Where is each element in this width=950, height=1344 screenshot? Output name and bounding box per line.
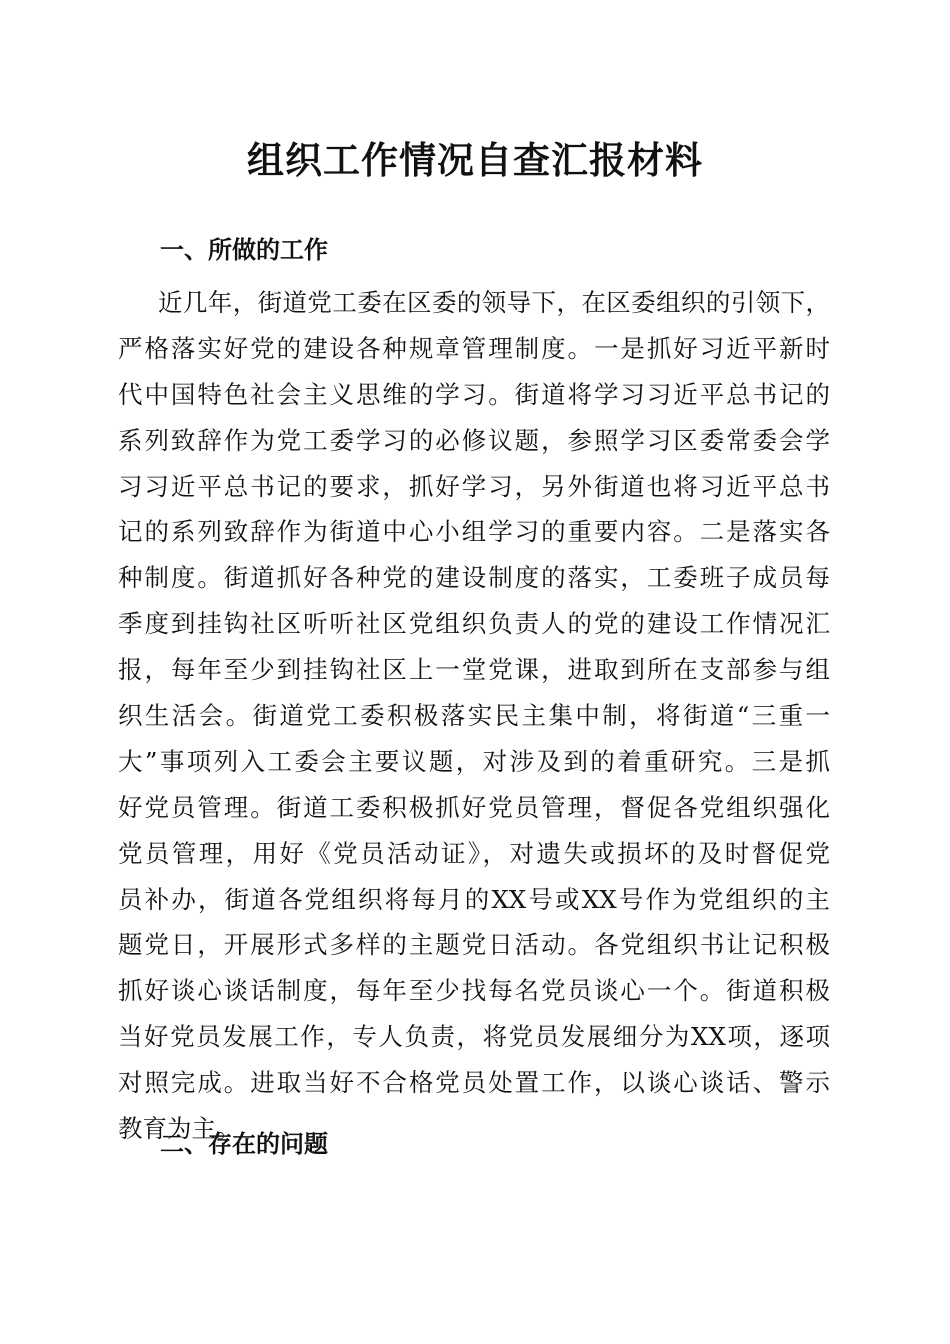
section-heading-work-done: 一、所做的工作 (160, 236, 328, 264)
paragraph-line: 种制度。街道抓好各种党的建设制度的落实，工委班子成员每 (118, 563, 830, 593)
paragraph-line: 近几年，街道党工委在区委的领导下，在区委组织的引领下， (158, 288, 830, 317)
paragraph-line: 教育为主。 (118, 1114, 241, 1144)
paragraph-line: 严格落实好党的建设各种规章管理制度。一是抓好习近平新时 (118, 333, 830, 363)
paragraph-line: 党员管理，用好《党员活动证》，对遗失或损坏的及时督促党 (118, 838, 830, 868)
document-title: 组织工作情况自查汇报材料 (247, 138, 703, 182)
paragraph-line: 好党员管理。街道工委积极抓好党员管理，督促各党组织强化 (118, 792, 830, 822)
paragraph-line: 员补办，街道各党组织将每月的XX号或XX号作为党组织的主 (118, 884, 830, 914)
paragraph-line: 报，每年至少到挂钩社区上一堂党课，进取到所在支部参与组 (118, 655, 830, 685)
paragraph-line: 记的系列致辞作为街道中心小组学习的重要内容。二是落实各 (118, 517, 830, 547)
paragraph-line: 习习近平总书记的要求，抓好学习，另外街道也将习近平总书 (118, 471, 830, 501)
paragraph-line: 织生活会。街道党工委积极落实民主集中制，将街道“三重一 (118, 701, 830, 731)
paragraph-line: 季度到挂钩社区听听社区党组织负责人的党的建设工作情况汇 (118, 609, 830, 639)
paragraph-line: 大”事项列入工委会主要议题，对涉及到的着重研究。三是抓 (118, 746, 830, 776)
paragraph-line: 系列致辞作为党工委学习的必修议题，参照学习区委常委会学 (118, 425, 830, 455)
paragraph-line: 对照完成。进取当好不合格党员处置工作，以谈心谈话、警示 (118, 1068, 830, 1098)
paragraph-line: 题党日，开展形式多样的主题党日活动。各党组织书让记积极 (118, 930, 830, 960)
paragraph-line: 抓好谈心谈话制度，每年至少找每名党员谈心一个。街道积极 (118, 976, 830, 1006)
section-body-paragraph (118, 280, 830, 1152)
paragraph-line: 代中国特色社会主义思维的学习。街道将学习习近平总书记的 (118, 379, 830, 409)
paragraph-line: 当好党员发展工作，专人负责，将党员发展细分为XX项，逐项 (118, 1022, 830, 1052)
section-heading-problems: 二、存在的问题 (160, 1130, 328, 1158)
